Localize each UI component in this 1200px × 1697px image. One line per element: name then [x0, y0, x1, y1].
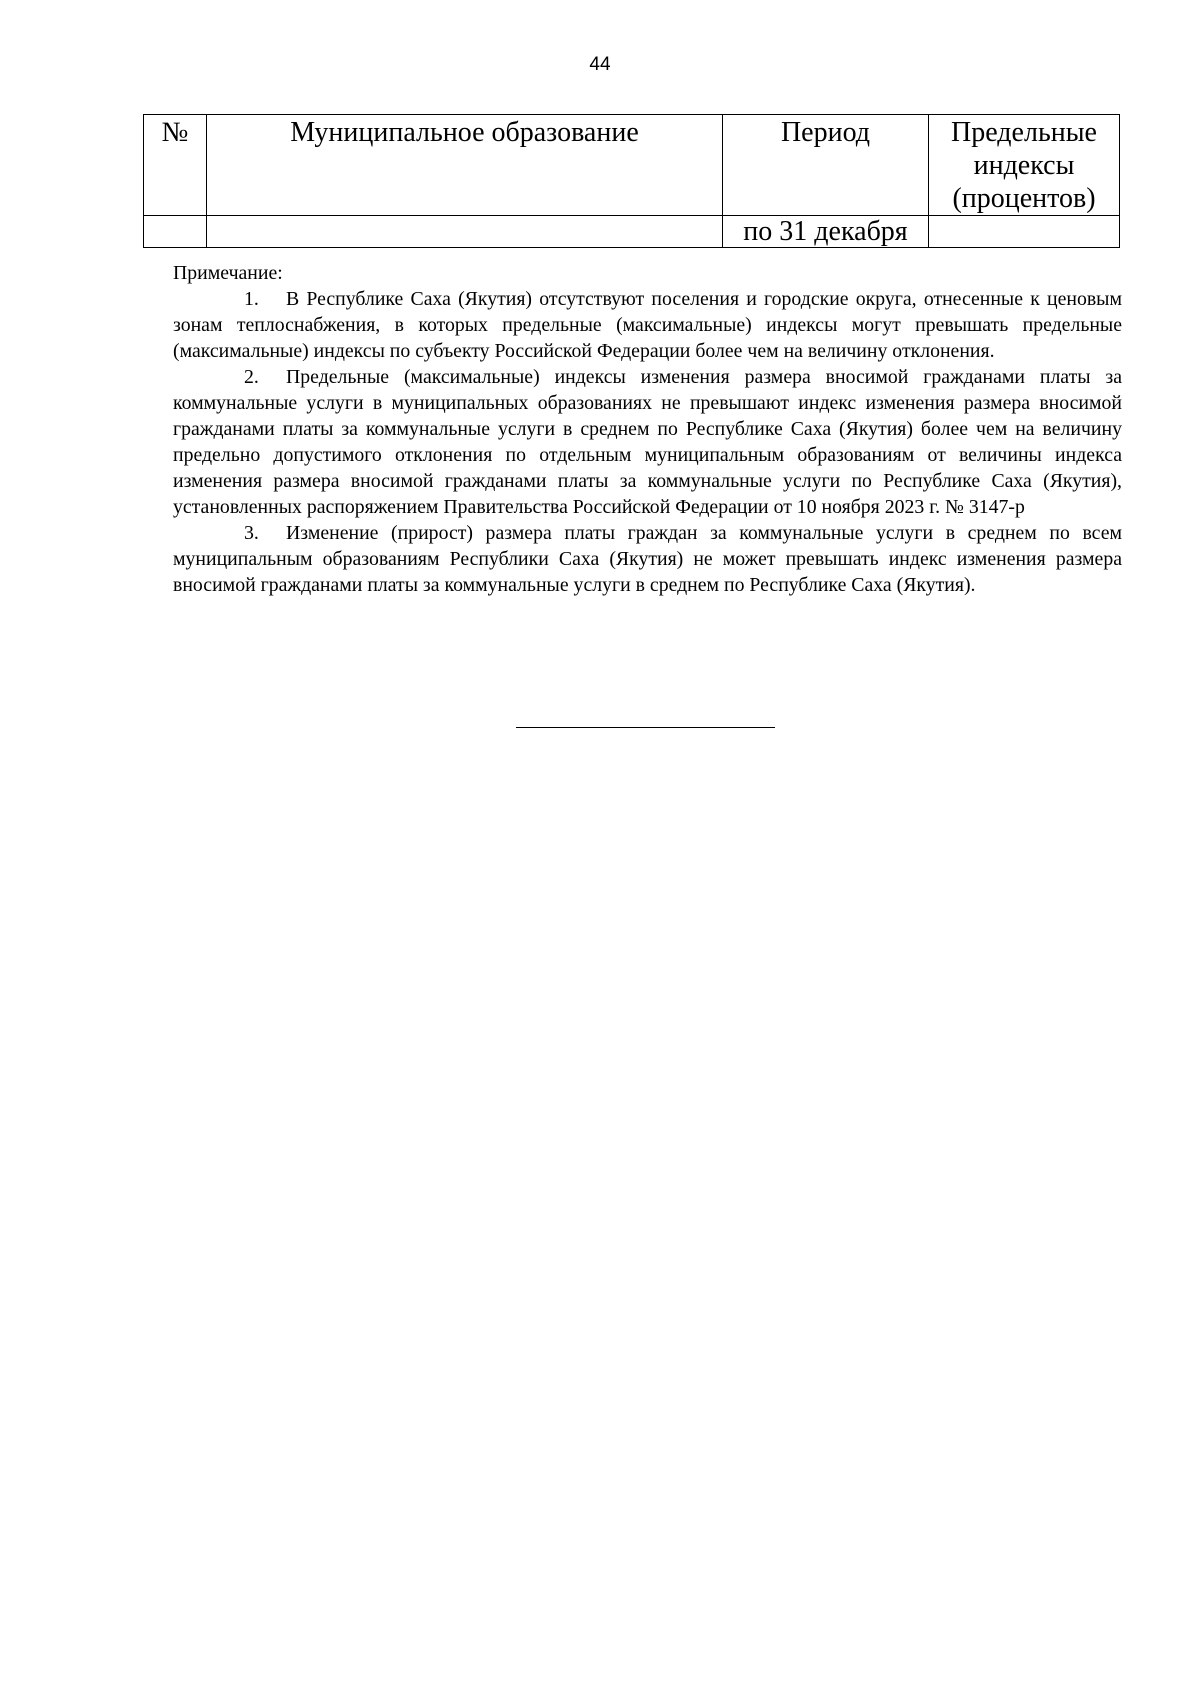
notes-heading: Примечание:: [173, 262, 283, 284]
table-row: [144, 216, 1120, 248]
note-number: 3.: [244, 522, 259, 544]
note-item-3: [173, 520, 1122, 598]
note-item-2: [173, 364, 1122, 520]
note-number: 1.: [244, 288, 259, 310]
end-of-document-rule: [516, 727, 775, 728]
note-item-1: [173, 286, 1122, 364]
page-number: 44: [589, 54, 611, 75]
note-number: 2.: [244, 366, 259, 388]
column-header-municipality: Муниципальное образование: [207, 115, 723, 216]
note-text: В Республике Саха (Якутия) отсутствуют поселения и городские округа, отнесенные к ценовым зонам теплоснабжения, в которых предельные (максимальные) индексы могут превышать предельные (максимальные) индексы по субъекту Российской Федерации более чем на величину отклонения.: [173, 288, 1122, 362]
column-header-max-index: Предельные индексы (процентов): [929, 115, 1120, 216]
column-header-number: №: [144, 115, 207, 216]
column-header-period: Период: [723, 115, 929, 216]
table-cell-municipality: [207, 216, 723, 248]
notes-section: [173, 260, 1122, 598]
note-text: Изменение (прирост) размера платы граждан за коммунальные услуги в среднем по всем муниципальным образованиям Республики Саха (Якутия) не может превышать индекс изменения размера вносимой гражданами платы за коммунальные услуги в среднем по Республике Саха (Якутия).: [173, 522, 1122, 596]
note-text: Предельные (максимальные) индексы изменения размера вносимой гражданами платы за коммунальные услуги в муниципальных образованиях не превышают индекс изменения размера вносимой гражданами платы за коммунальные услуги в среднем по Республике Саха (Якутия) более чем на величину предельно допустимого отклонения по отдельным муниципальным образованиям от величины индекса изменения размера вносимой гражданами платы за коммунальные услуги по Республике Саха (Якутия), установленных распоряжением Правительства Российской Федерации от 10 ноября 2023 г. № 3147-р: [173, 366, 1122, 518]
index-table: [143, 114, 1120, 248]
table-cell-period: по 31 декабря: [723, 216, 929, 248]
table-header-row: [144, 115, 1120, 216]
table-cell-number: [144, 216, 207, 248]
table-cell-max-index: [929, 216, 1120, 248]
